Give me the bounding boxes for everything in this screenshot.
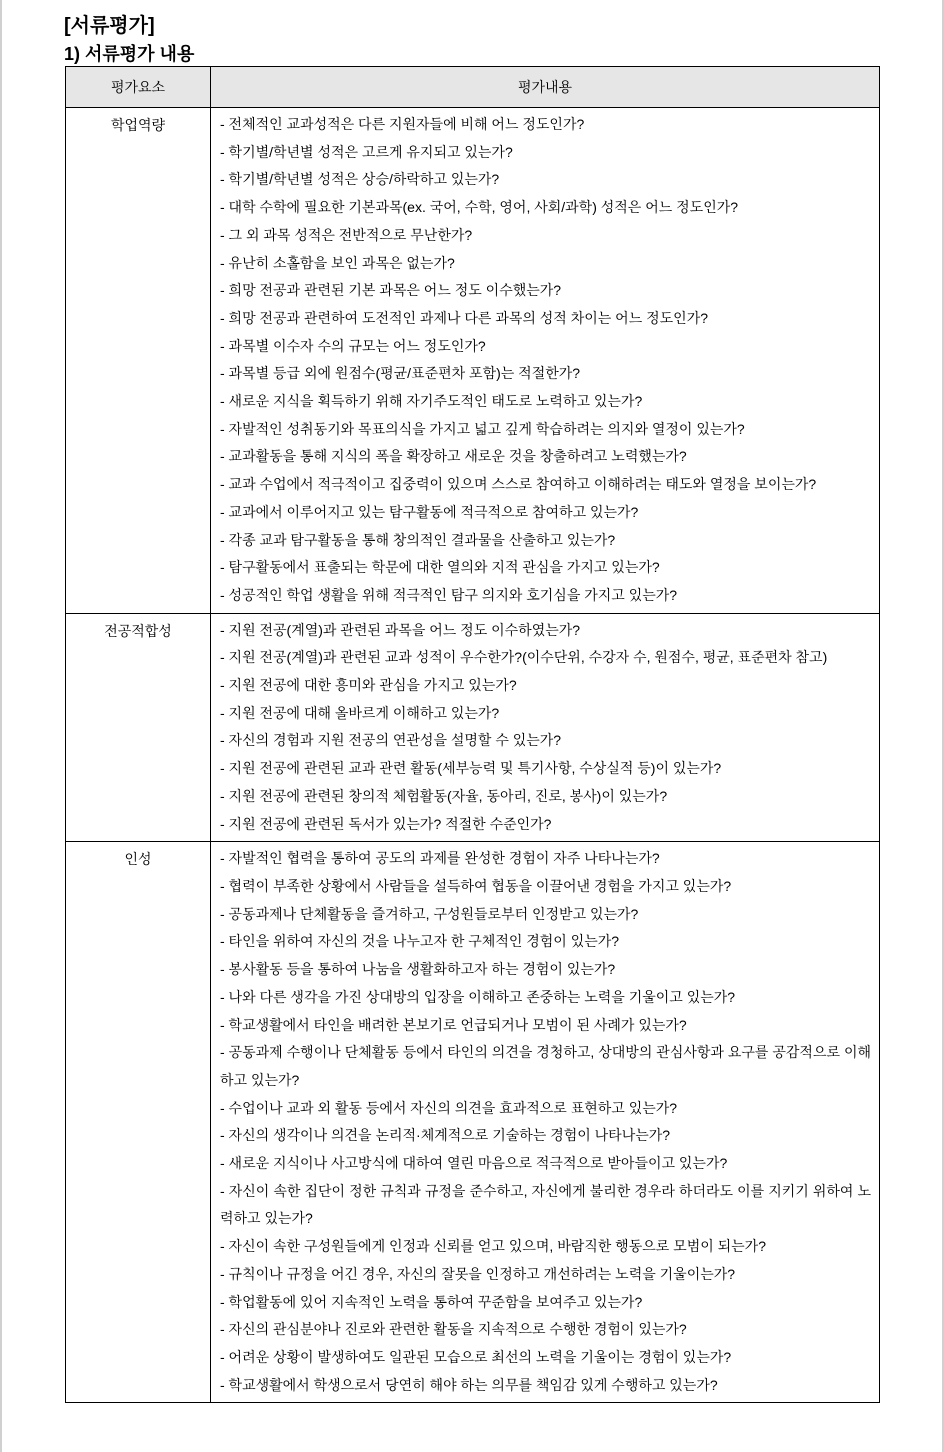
criteria-item: - 자발적인 협력을 통하여 공도의 과제를 완성한 경험이 자주 나타나는가? <box>220 850 660 867</box>
criteria-item: - 성공적인 학업 생활을 위해 적극적인 탐구 의지와 호기심을 가지고 있는가? <box>220 586 678 603</box>
criteria-item: - 희망 전공과 관련된 기본 과목은 어느 정도 이수했는가? <box>220 282 562 299</box>
criteria-item: - 학기별/학년별 성적은 고르게 유지되고 있는가? <box>220 143 513 160</box>
table-header-row <box>66 67 880 108</box>
criteria-item: - 과목별 등급 외에 원점수(평균/표준편차 포함)는 적절한가? <box>220 365 581 382</box>
criteria-item: - 지원 전공에 대해 올바르게 이해하고 있는가? <box>220 704 500 721</box>
criteria-cell <box>211 842 880 1403</box>
criteria-item: - 자발적인 성취동기와 목표의식을 가지고 넓고 깊게 학습하려는 의지와 열정이 있는가? <box>220 420 745 437</box>
header-content: 평가내용 <box>211 67 880 108</box>
criteria-item: - 대학 수학에 필요한 기본과목(ex. 국어, 수학, 영어, 사회/과학) 성적은 어느 정도인가? <box>220 199 739 216</box>
criteria-item: - 자신이 속한 구성원들에게 인정과 신뢰를 얻고 있으며, 바람직한 행동으로 모범이 되는가? <box>220 1238 766 1255</box>
criteria-item: - 자신의 생각이나 의견을 논리적·체계적으로 기술하는 경험이 나타나는가? <box>220 1127 671 1144</box>
criteria-item: - 탐구활동에서 표출되는 학문에 대한 열의와 지적 관심을 가지고 있는가? <box>220 559 660 576</box>
criteria-item: - 지원 전공에 관련된 교과 관련 활동(세부능력 및 특기사항, 수상실적 등)이 있는가? <box>220 760 722 777</box>
table-row <box>66 842 880 1403</box>
criteria-item: - 학교생활에서 타인을 배려한 본보기로 언급되거나 모범이 된 사례가 있는가? <box>220 1016 687 1033</box>
criteria-item: - 자신의 경험과 지원 전공의 연관성을 설명할 수 있는가? <box>220 732 562 749</box>
criteria-item: - 교과 수업에서 적극적이고 집중력이 있으며 스스로 참여하고 이해하려는 태도와 열정을 보이는가? <box>220 476 817 493</box>
criteria-item: - 새로운 지식을 획득하기 위해 자기주도적인 태도로 노력하고 있는가? <box>220 393 643 410</box>
section-title: [서류평가] <box>64 15 155 37</box>
criteria-item: - 지원 전공에 관련된 창의적 체험활동(자율, 동아리, 진로, 봉사)이 있는가? <box>220 787 668 804</box>
criteria-item: - 희망 전공과 관련하여 도전적인 과제나 다른 과목의 성적 차이는 어느 정도인가? <box>220 309 709 326</box>
criteria-item: - 교과에서 이루어지고 있는 탐구활동에 적극적으로 참여하고 있는가? <box>220 503 639 520</box>
criteria-item: - 공동과제 수행이나 단체활동 등에서 타인의 의견을 경청하고, 상대방의 관심사항과 요구를 공감적으로 이해하고 있는가? <box>220 1044 871 1088</box>
table-row <box>66 613 880 842</box>
criteria-item: - 교과활동을 통해 지식의 폭을 확장하고 새로운 것을 창출하려고 노력했는가? <box>220 448 687 465</box>
criteria-item: - 지원 전공에 대한 흥미와 관심을 가지고 있는가? <box>220 677 517 694</box>
criteria-item: - 지원 전공(계열)과 관련된 교과 성적이 우수한가?(이수단위, 수강자 수, 원점수, 평균, 표준편차 참고) <box>220 649 828 666</box>
criteria-item: - 봉사활동 등을 통하여 나눔을 생활화하고자 하는 경험이 있는가? <box>220 961 616 978</box>
criteria-item: - 타인을 위하여 자신의 것을 나누고자 한 구체적인 경험이 있는가? <box>220 933 620 950</box>
criteria-item: - 수업이나 교과 외 활동 등에서 자신의 의견을 효과적으로 표현하고 있는가? <box>220 1099 678 1116</box>
criteria-item: - 공동과제나 단체활동을 즐겨하고, 구성원들로부터 인정받고 있는가? <box>220 905 639 922</box>
criteria-item: - 유난히 소홀함을 보인 과목은 없는가? <box>220 254 455 271</box>
criteria-item: - 새로운 지식이나 사고방식에 대하여 열린 마음으로 적극적으로 받아들이고 있는가? <box>220 1155 728 1172</box>
criteria-item: - 규칙이나 규정을 어긴 경우, 자신의 잘못을 인정하고 개선하려는 노력을 기울이는가? <box>220 1265 736 1282</box>
criteria-item: - 각종 교과 탐구활동을 통해 창의적인 결과물을 산출하고 있는가? <box>220 531 616 548</box>
criteria-item: - 지원 전공(계열)과 관련된 과목을 어느 정도 이수하였는가? <box>220 621 581 638</box>
criteria-item: - 학교생활에서 학생으로서 당연히 해야 하는 의무를 책임감 있게 수행하고 있는가? <box>220 1376 718 1393</box>
category-cell: 인성 <box>66 842 211 1403</box>
criteria-item: - 학업활동에 있어 지속적인 노력을 통하여 꾸준함을 보여주고 있는가? <box>220 1293 643 1310</box>
page-edge-left <box>0 0 2 1452</box>
criteria-item: - 어려운 상황이 발생하여도 일관된 모습으로 최선의 노력을 기울이는 경험이 있는가? <box>220 1348 732 1365</box>
criteria-cell <box>211 613 880 842</box>
header-category: 평가요소 <box>66 67 211 108</box>
criteria-item: - 학기별/학년별 성적은 상승/하락하고 있는가? <box>220 171 500 188</box>
category-cell: 전공적합성 <box>66 613 211 842</box>
criteria-item: - 나와 다른 생각을 가진 상대방의 입장을 이해하고 존중하는 노력을 기울이고 있는가? <box>220 988 736 1005</box>
category-cell: 학업역량 <box>66 108 211 614</box>
criteria-item: - 전체적인 교과성적은 다른 지원자들에 비해 어느 정도인가? <box>220 116 585 132</box>
evaluation-table <box>65 66 880 1403</box>
criteria-item: - 협력이 부족한 상황에서 사람들을 설득하여 협동을 이끌어낸 경험을 가지고 있는가? <box>220 877 732 894</box>
criteria-item: - 과목별 이수자 수의 규모는 어느 정도인가? <box>220 337 486 354</box>
criteria-item: - 그 외 과목 성적은 전반적으로 무난한가? <box>220 226 473 243</box>
criteria-cell <box>211 108 880 614</box>
criteria-item: - 자신이 속한 집단이 정한 규칙과 규정을 준수하고, 자신에게 불리한 경우라 하더라도 이를 지키기 위하여 노력하고 있는가? <box>220 1182 871 1227</box>
table-row <box>66 108 880 614</box>
criteria-item: - 지원 전공에 관련된 독서가 있는가? 적절한 수준인가? <box>220 815 552 832</box>
subsection-title: 1) 서류평가 내용 <box>64 44 195 64</box>
criteria-item: - 자신의 관심분야나 진로와 관련한 활동을 지속적으로 수행한 경험이 있는가? <box>220 1321 687 1338</box>
